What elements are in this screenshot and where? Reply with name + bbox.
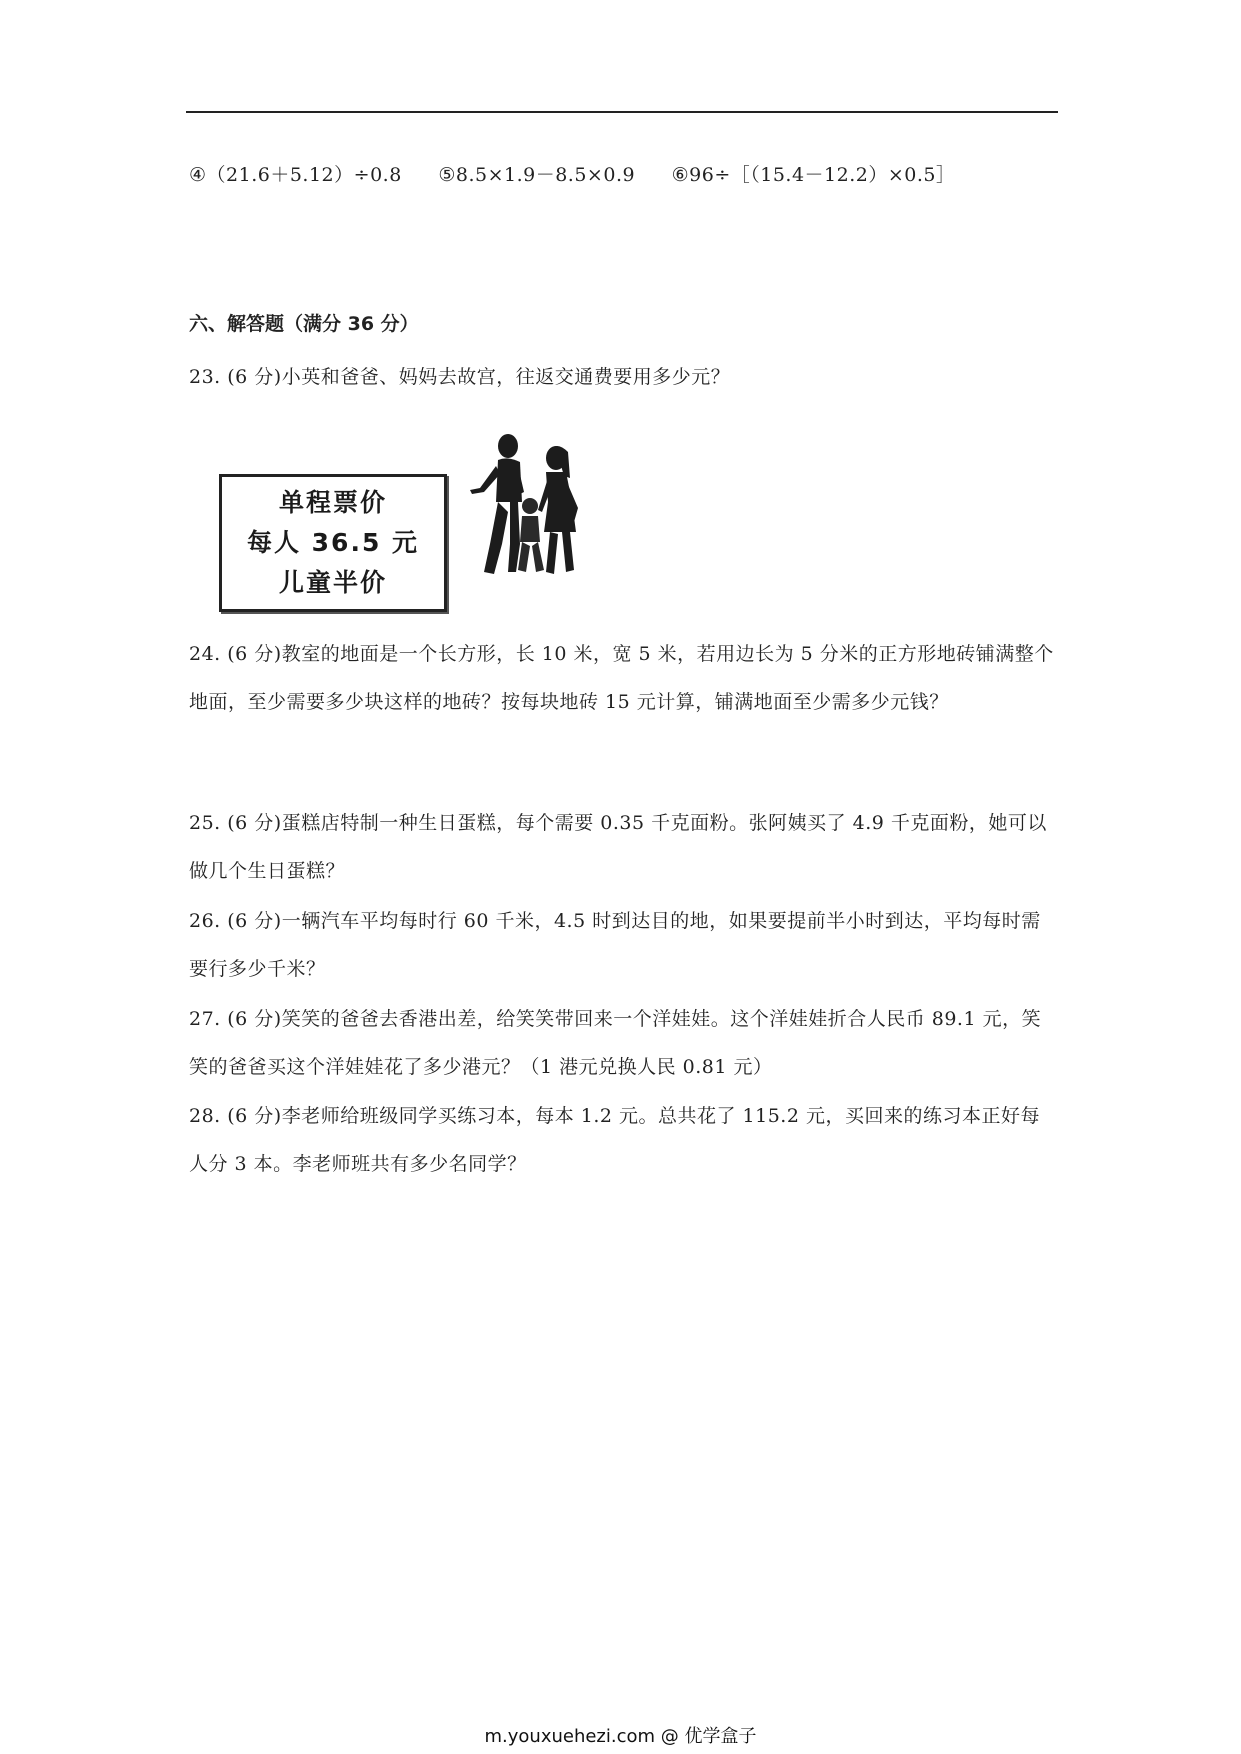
calc-item-6: ⑥96÷［（15.4－12.2）×0.5］ xyxy=(671,164,956,186)
question-28: 28. (6 分)李老师给班级同学买练习本，每本 1.2 元。总共花了 115.2 元，买回来的练习本正好每人分 3 本。李老师班共有多少名同学？ xyxy=(189,1105,1040,1175)
question-25: 25. (6 分)蛋糕店特制一种生日蛋糕，每个需要 0.35 千克面粉。张阿姨买了 4.9 千克面粉，她可以做几个生日蛋糕？ xyxy=(189,812,1047,882)
question-23: 23. (6 分)小英和爸爸、妈妈去故宫，往返交通费要用多少元？ xyxy=(189,366,731,388)
calc-item-4: ④（21.6＋5.12）÷0.8 xyxy=(189,164,402,186)
family-walking-illustration xyxy=(460,432,582,587)
ticket-line-2: 每人 36.5 元 xyxy=(246,528,420,557)
ticket-line-1: 单程票价 xyxy=(278,488,387,517)
section-title: 六、解答题（满分 36 分） xyxy=(189,313,419,335)
question-27: 27. (6 分)笑笑的爸爸去香港出差，给笑笑带回来一个洋娃娃。这个洋娃娃折合人民币 89.1 元，笑笑的爸爸买这个洋娃娃花了多少港元？（1 港元兑换人民 0.81 元） xyxy=(189,1008,1042,1078)
ticket-price-sign xyxy=(219,474,447,612)
header-divider xyxy=(186,111,1058,113)
ticket-line-3: 儿童半价 xyxy=(278,568,387,597)
footer-watermark: m.youxuehezi.com @ 优学盒子 xyxy=(484,1726,757,1747)
question-26: 26. (6 分)一辆汽车平均每时行 60 千米，4.5 时到达目的地，如果要提前半小时到达，平均每时需要行多少千米？ xyxy=(189,910,1041,980)
calc-item-5: ⑤8.5×1.9－8.5×0.9 xyxy=(438,164,636,186)
question-24: 24. (6 分)教室的地面是一个长方形，长 10 米，宽 5 米，若用边长为 5 分米的正方形地砖铺满整个地面，至少需要多少块这样的地砖？按每块地砖 15 元计算，铺满地面至少需多少元钱？ xyxy=(189,643,1054,713)
calculation-row xyxy=(189,160,986,187)
